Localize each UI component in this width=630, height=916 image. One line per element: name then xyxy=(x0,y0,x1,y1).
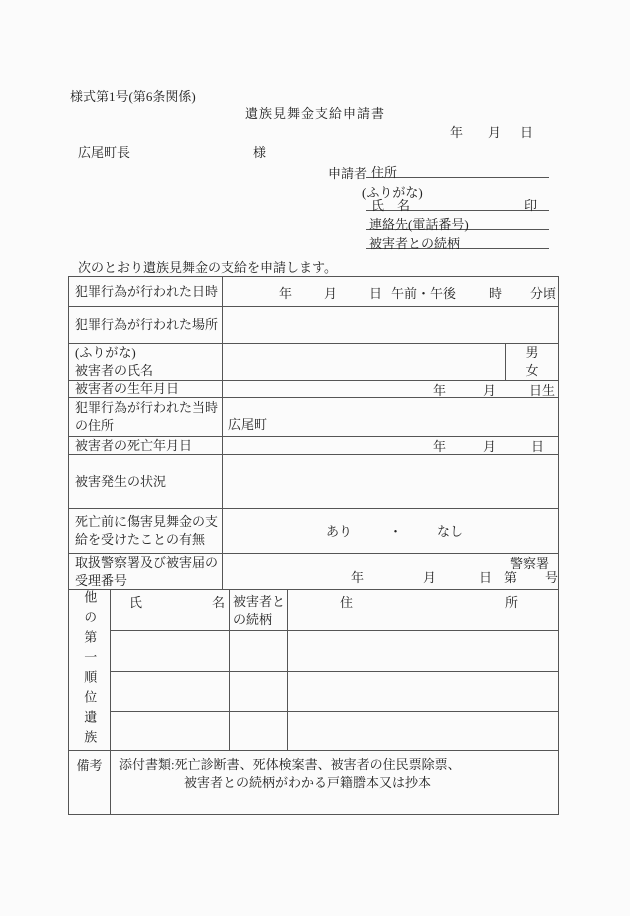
address-header-left: 住 xyxy=(340,595,354,610)
year-label: 年 xyxy=(433,439,447,454)
row-address-label xyxy=(69,398,223,437)
hour-label: 時 xyxy=(489,286,503,302)
month-label: 月 xyxy=(324,286,338,302)
month-label: 月 xyxy=(423,570,437,586)
row-datetime-label: 犯罪行為が行われた日時 xyxy=(69,277,223,307)
remarks-label: 備考 xyxy=(69,751,111,814)
row-birthdate-value[interactable] xyxy=(223,381,558,398)
option-separator: ・ xyxy=(389,524,403,539)
furigana-label: (ふりがな) xyxy=(362,185,423,200)
victim-furigana-label: (ふりがな) xyxy=(75,345,136,361)
relation-header-line2: の続柄 xyxy=(233,611,273,627)
prior-label-line1: 死亡前に傷害見舞金の支 xyxy=(75,514,219,530)
applicant-contact-field[interactable] xyxy=(366,214,549,230)
number-prefix-label: 第 xyxy=(504,570,518,586)
month-label: 月 xyxy=(483,383,497,398)
page-title: 遺族見舞金支給申請書 xyxy=(244,106,385,121)
address-label-line2: の住所 xyxy=(75,418,115,433)
seal-label: 印 xyxy=(523,198,537,213)
contact-label: 連絡先(電話番号) xyxy=(369,217,469,232)
name-header-right: 名 xyxy=(211,595,225,610)
relatives-header-address xyxy=(288,590,558,631)
number-suffix-label: 号 xyxy=(545,570,558,586)
relative-row2-relation[interactable] xyxy=(230,672,288,712)
applicant-name-field[interactable] xyxy=(366,195,549,211)
day-label: 日 xyxy=(531,439,545,454)
row-datetime-value[interactable] xyxy=(223,277,558,307)
relation-label: 被害者との続柄 xyxy=(369,236,461,251)
police-station-label: 警察署 xyxy=(509,556,549,571)
row-deathdate-value[interactable] xyxy=(223,437,558,455)
address-label-line1: 犯罪行為が行われた当時 xyxy=(75,400,219,416)
day-label: 日 xyxy=(369,286,383,302)
row-place-value[interactable] xyxy=(223,307,558,344)
police-label-line2: 受理番号 xyxy=(75,572,128,588)
relation-header-line1: 被害者と xyxy=(233,594,286,609)
addressee-mayor: 広尾町長 xyxy=(78,145,131,160)
day-born-label: 日生 xyxy=(529,383,556,398)
option-yes: あり xyxy=(326,524,353,539)
day-label: 日 xyxy=(520,125,534,140)
town-prefill: 広尾町 xyxy=(228,417,268,433)
gender-female-label: 女 xyxy=(525,363,539,379)
year-label: 年 xyxy=(351,570,365,586)
day-label: 日 xyxy=(479,570,493,586)
year-label: 年 xyxy=(450,125,464,140)
victim-name-label: 被害者の氏名 xyxy=(75,363,154,378)
relative-row3-name[interactable] xyxy=(111,712,230,751)
relative-row2-name[interactable] xyxy=(111,672,230,712)
row-victim-name-label xyxy=(69,344,223,381)
honorific: 様 xyxy=(253,145,267,160)
police-label-line1: 取扱警察署及び被害届の xyxy=(75,554,219,570)
option-no: なし xyxy=(437,524,464,539)
remarks-line2: 被害者との続柄がわかる戸籍謄本又は抄本 xyxy=(184,774,432,790)
remarks-content xyxy=(111,751,558,814)
relatives-vertical-text: 他の第一順位遺族 xyxy=(82,590,98,750)
prior-label-line2: 給を受けたことの有無 xyxy=(75,532,206,547)
month-label: 月 xyxy=(488,125,502,140)
address-header-right: 所 xyxy=(504,595,518,610)
row-deathdate-label: 被害者の死亡年月日 xyxy=(69,437,223,455)
row-prior-payment-value[interactable] xyxy=(223,509,558,554)
gender-cell[interactable] xyxy=(506,344,558,381)
minute-label: 分頃 xyxy=(530,286,557,302)
row-place-label: 犯罪行為が行われた場所 xyxy=(69,307,223,344)
row-situation-value[interactable] xyxy=(223,455,558,509)
relatives-header-name xyxy=(111,590,230,631)
relative-row2-address[interactable] xyxy=(288,672,558,712)
am-pm-label: 午前・午後 xyxy=(391,286,457,302)
relative-row1-relation[interactable] xyxy=(230,631,288,672)
relative-row1-name[interactable] xyxy=(111,631,230,672)
year-label: 年 xyxy=(279,286,293,302)
applicant-relation-field[interactable] xyxy=(366,233,549,249)
address-label: 住所 xyxy=(371,165,398,180)
month-label: 月 xyxy=(483,439,497,454)
name-label: 氏 名 xyxy=(371,198,411,213)
row-prior-payment-label xyxy=(69,509,223,554)
gender-male-label: 男 xyxy=(525,345,539,361)
relative-row3-address[interactable] xyxy=(288,712,558,751)
row-birthdate-label: 被害者の生年月日 xyxy=(69,381,223,398)
form-number: 様式第1号(第6条関係) xyxy=(70,89,196,104)
name-header-left: 氏 xyxy=(129,595,143,610)
application-table xyxy=(68,276,559,815)
relatives-header-relation xyxy=(230,590,288,631)
applicant-address-field[interactable] xyxy=(366,162,549,178)
row-victim-name-value[interactable] xyxy=(223,344,506,381)
row-police-value[interactable] xyxy=(223,554,558,590)
row-situation-label: 被害発生の状況 xyxy=(69,455,223,509)
remarks-line1: 添付書類:死亡診断書、死体検案書、被害者の住民票除票、 xyxy=(119,757,461,772)
year-label: 年 xyxy=(433,383,447,398)
row-address-value[interactable] xyxy=(223,398,558,437)
relatives-vertical-label xyxy=(69,590,111,751)
intro-text: 次のとおり遺族見舞金の支給を申請します。 xyxy=(78,260,337,275)
relative-row3-relation[interactable] xyxy=(230,712,288,751)
row-police-label xyxy=(69,554,223,590)
applicant-label: 申請者 xyxy=(328,166,368,181)
relative-row1-address[interactable] xyxy=(288,631,558,672)
